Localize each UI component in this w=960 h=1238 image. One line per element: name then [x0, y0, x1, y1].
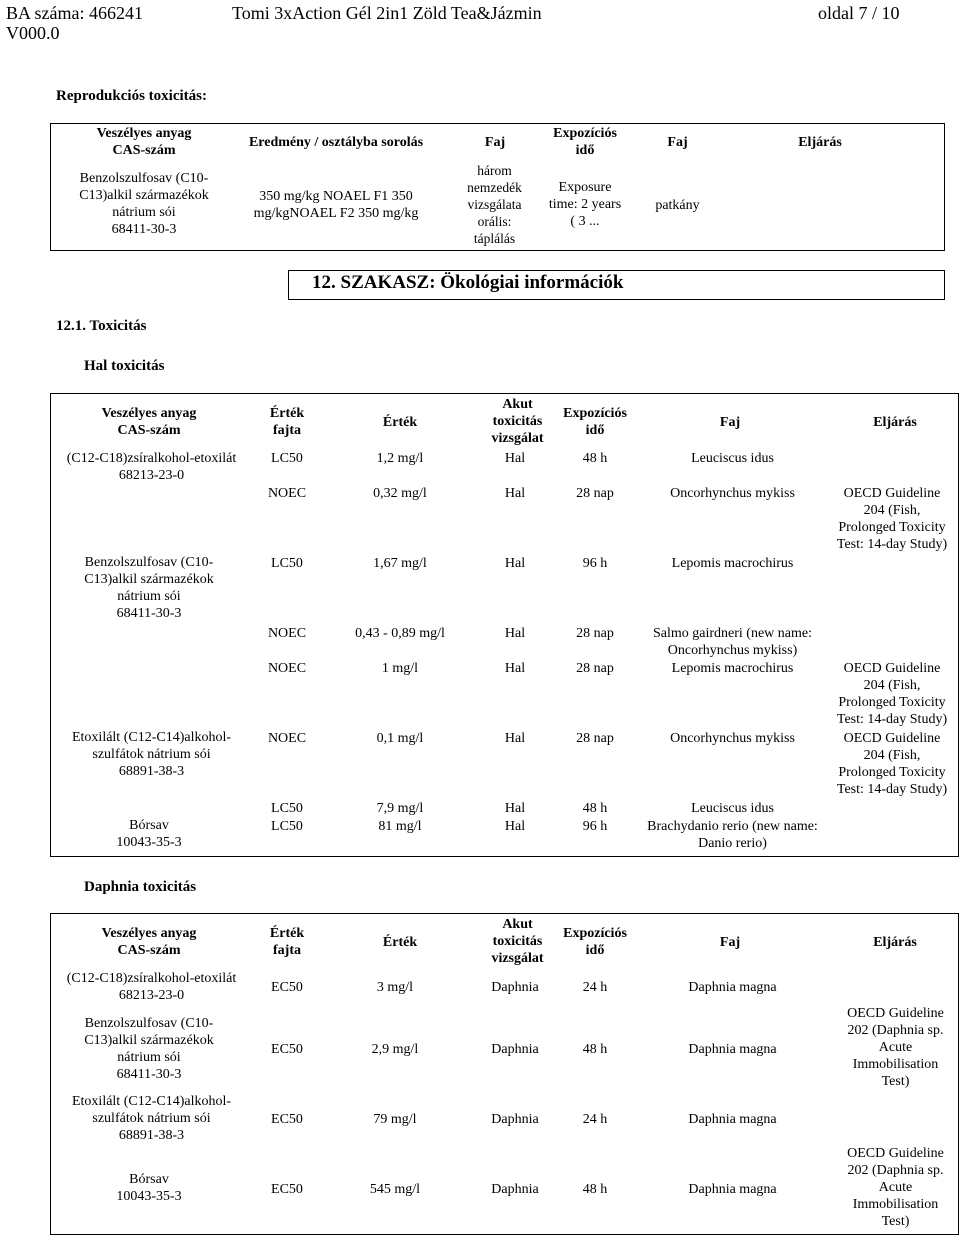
fish-substance: Bórsav 10043-35-3	[116, 818, 182, 850]
daphnia-substance: (C12-C18)zsíralkohol-etoxilát 68213-23-0	[66, 971, 237, 1003]
daphnia-type: EC50	[271, 1182, 303, 1197]
repro-header-species-2: Faj	[667, 135, 688, 150]
fish-exposure: 28 nap	[576, 486, 614, 501]
daphnia-species: Daphnia magna	[688, 1182, 777, 1197]
repro-substance: Benzolszulfosav (C10- C13)alkil származékok nátrium sói 68411-30-3	[79, 171, 209, 237]
fish-species: Leuciscus idus	[691, 451, 774, 466]
fish-substance: Etoxilált (C12-C14)alkohol- szulfátok nátrium sói 68891-38-3	[71, 730, 232, 779]
version: V000.0	[6, 23, 60, 43]
daphnia-type: EC50	[271, 1042, 303, 1057]
fish-value: 1,67 mg/l	[373, 556, 427, 571]
daphnia-value: 2,9 mg/l	[371, 1042, 419, 1057]
fish-header-exposure: Expozíciós idő	[563, 406, 627, 438]
daphnia-header-species: Faj	[719, 935, 741, 950]
repro-header-substance: Veszélyes anyag CAS-szám	[96, 126, 192, 158]
fish-header-acute: Akut toxicitás vizsgálat	[491, 397, 544, 446]
daphnia-header-acute: Akut toxicitás vizsgálat	[491, 917, 544, 966]
daphnia-exposure: 48 h	[582, 1182, 608, 1197]
fish-substance: (C12-C18)zsíralkohol-etoxilát 68213-23-0	[66, 451, 237, 483]
fish-header-value: Érték	[382, 415, 418, 430]
daphnia-acute: Daphnia	[491, 1182, 539, 1197]
daphnia-type: EC50	[271, 980, 303, 995]
fish-header-method: Eljárás	[873, 415, 917, 430]
fish-species: Leuciscus idus	[691, 801, 774, 816]
fish-type: NOEC	[267, 486, 307, 501]
repro-title: Reprodukciós toxicitás:	[56, 88, 207, 104]
repro-header-exposure: Expozíciós idő	[553, 126, 617, 158]
daphnia-acute: Daphnia	[491, 980, 539, 995]
fish-acute: Hal	[504, 451, 526, 466]
fish-acute: Hal	[504, 661, 526, 676]
fish-exposure: 96 h	[582, 556, 608, 571]
fish-species: Lepomis macrochirus	[671, 661, 794, 676]
fish-exposure: 48 h	[582, 801, 608, 816]
repro-header-result: Eredmény / osztályba sorolás	[248, 135, 424, 150]
daphnia-header-type: Érték fajta	[269, 926, 305, 958]
daphnia-substance: Benzolszulfosav (C10- C13)alkil származékok nátrium sói 68411-30-3	[84, 1016, 214, 1082]
fish-acute: Hal	[504, 731, 526, 746]
fish-acute: Hal	[504, 819, 526, 834]
fish-exposure: 48 h	[582, 451, 608, 466]
fish-method: OECD Guideline 204 (Fish, Prolonged Toxicity Test: 14-day Study)	[836, 661, 948, 727]
daphnia-value: 3 mg/l	[376, 980, 414, 995]
page-number: oldal 7 / 10	[818, 3, 900, 23]
fish-type: NOEC	[267, 731, 307, 746]
daphnia-type: EC50	[271, 1112, 303, 1127]
fish-species: Brachydanio rerio (new name: Danio rerio)	[647, 819, 818, 851]
daphnia-acute: Daphnia	[491, 1042, 539, 1057]
daphnia-species: Daphnia magna	[688, 1112, 777, 1127]
section-12-title: 12. SZAKASZ: Ökológiai információk	[312, 272, 624, 293]
fish-acute: Hal	[504, 626, 526, 641]
fish-header-species: Faj	[719, 415, 741, 430]
fish-value: 0,43 - 0,89 mg/l	[355, 626, 445, 641]
repro-exposure: Exposure time: 2 years ( 3 ...	[548, 180, 622, 229]
fish-exposure: 28 nap	[576, 626, 614, 641]
daphnia-method: OECD Guideline 202 (Daphnia sp. Acute Immobilisation Test)	[847, 1006, 944, 1089]
daphnia-substance: Bórsav 10043-35-3	[116, 1172, 182, 1204]
daphnia-header-exposure: Expozíciós idő	[563, 926, 627, 958]
fish-value: 1 mg/l	[381, 661, 419, 676]
daphnia-value: 79 mg/l	[373, 1112, 417, 1127]
fish-species: Salmo gairdneri (new name: Oncorhynchus mykiss)	[652, 626, 812, 658]
fish-method: OECD Guideline 204 (Fish, Prolonged Toxicity Test: 14-day Study)	[836, 486, 948, 552]
daphnia-header-value: Érték	[382, 935, 418, 950]
fish-title: Hal toxicitás	[84, 358, 165, 374]
daphnia-exposure: 48 h	[582, 1042, 608, 1057]
fish-type: LC50	[271, 819, 303, 834]
fish-acute: Hal	[504, 486, 526, 501]
daphnia-substance: Etoxilált (C12-C14)alkohol- szulfátok nátrium sói 68891-38-3	[71, 1094, 232, 1143]
page-header	[0, 0, 960, 44]
repro-header-species: Faj	[484, 135, 506, 150]
fish-type: LC50	[271, 451, 303, 466]
repro-header-method: Eljárás	[798, 135, 842, 150]
fish-species: Oncorhynchus mykiss	[670, 731, 795, 746]
repro-species-2: patkány	[655, 198, 700, 213]
fish-type: NOEC	[267, 661, 307, 676]
daphnia-header-method: Eljárás	[873, 935, 917, 950]
fish-type: LC50	[271, 801, 303, 816]
repro-result: 350 mg/kg NOAEL F1 350 mg/kgNOAEL F2 350 mg/kg	[253, 189, 419, 221]
fish-substance: Benzolszulfosav (C10- C13)alkil származékok nátrium sói 68411-30-3	[84, 555, 214, 621]
repro-species: három nemzedék vizsgálata orális: táplálás	[467, 163, 522, 246]
daphnia-header-substance: Veszélyes anyag CAS-szám	[101, 926, 197, 958]
fish-type: LC50	[271, 556, 303, 571]
fish-value: 81 mg/l	[378, 819, 422, 834]
fish-exposure: 28 nap	[576, 661, 614, 676]
daphnia-title: Daphnia toxicitás	[84, 879, 197, 895]
daphnia-exposure: 24 h	[582, 1112, 608, 1127]
fish-method: OECD Guideline 204 (Fish, Prolonged Toxicity Test: 14-day Study)	[836, 731, 948, 797]
daphnia-exposure: 24 h	[582, 980, 608, 995]
product-name: Tomi 3xAction Gél 2in1 Zöld Tea&Jázmin	[232, 3, 542, 23]
daphnia-species: Daphnia magna	[688, 980, 777, 995]
fish-header-type: Érték fajta	[269, 406, 305, 438]
fish-value: 1,2 mg/l	[376, 451, 424, 466]
fish-acute: Hal	[504, 556, 526, 571]
daphnia-value: 545 mg/l	[369, 1182, 421, 1197]
fish-species: Lepomis macrochirus	[671, 556, 794, 571]
daphnia-species: Daphnia magna	[688, 1042, 777, 1057]
fish-value: 0,32 mg/l	[373, 486, 427, 501]
fish-value: 7,9 mg/l	[376, 801, 424, 816]
fish-value: 0,1 mg/l	[376, 731, 424, 746]
daphnia-acute: Daphnia	[491, 1112, 539, 1127]
daphnia-method: OECD Guideline 202 (Daphnia sp. Acute Immobilisation Test)	[847, 1146, 944, 1229]
fish-acute: Hal	[504, 801, 526, 816]
fish-type: NOEC	[267, 626, 307, 641]
fish-header-substance: Veszélyes anyag CAS-szám	[101, 406, 197, 438]
fish-exposure: 96 h	[582, 819, 608, 834]
ba-number: BA száma: 466241	[6, 3, 143, 23]
subsection-toxicity: 12.1. Toxicitás	[56, 318, 147, 334]
fish-exposure: 28 nap	[576, 731, 614, 746]
fish-species: Oncorhynchus mykiss	[670, 486, 795, 501]
